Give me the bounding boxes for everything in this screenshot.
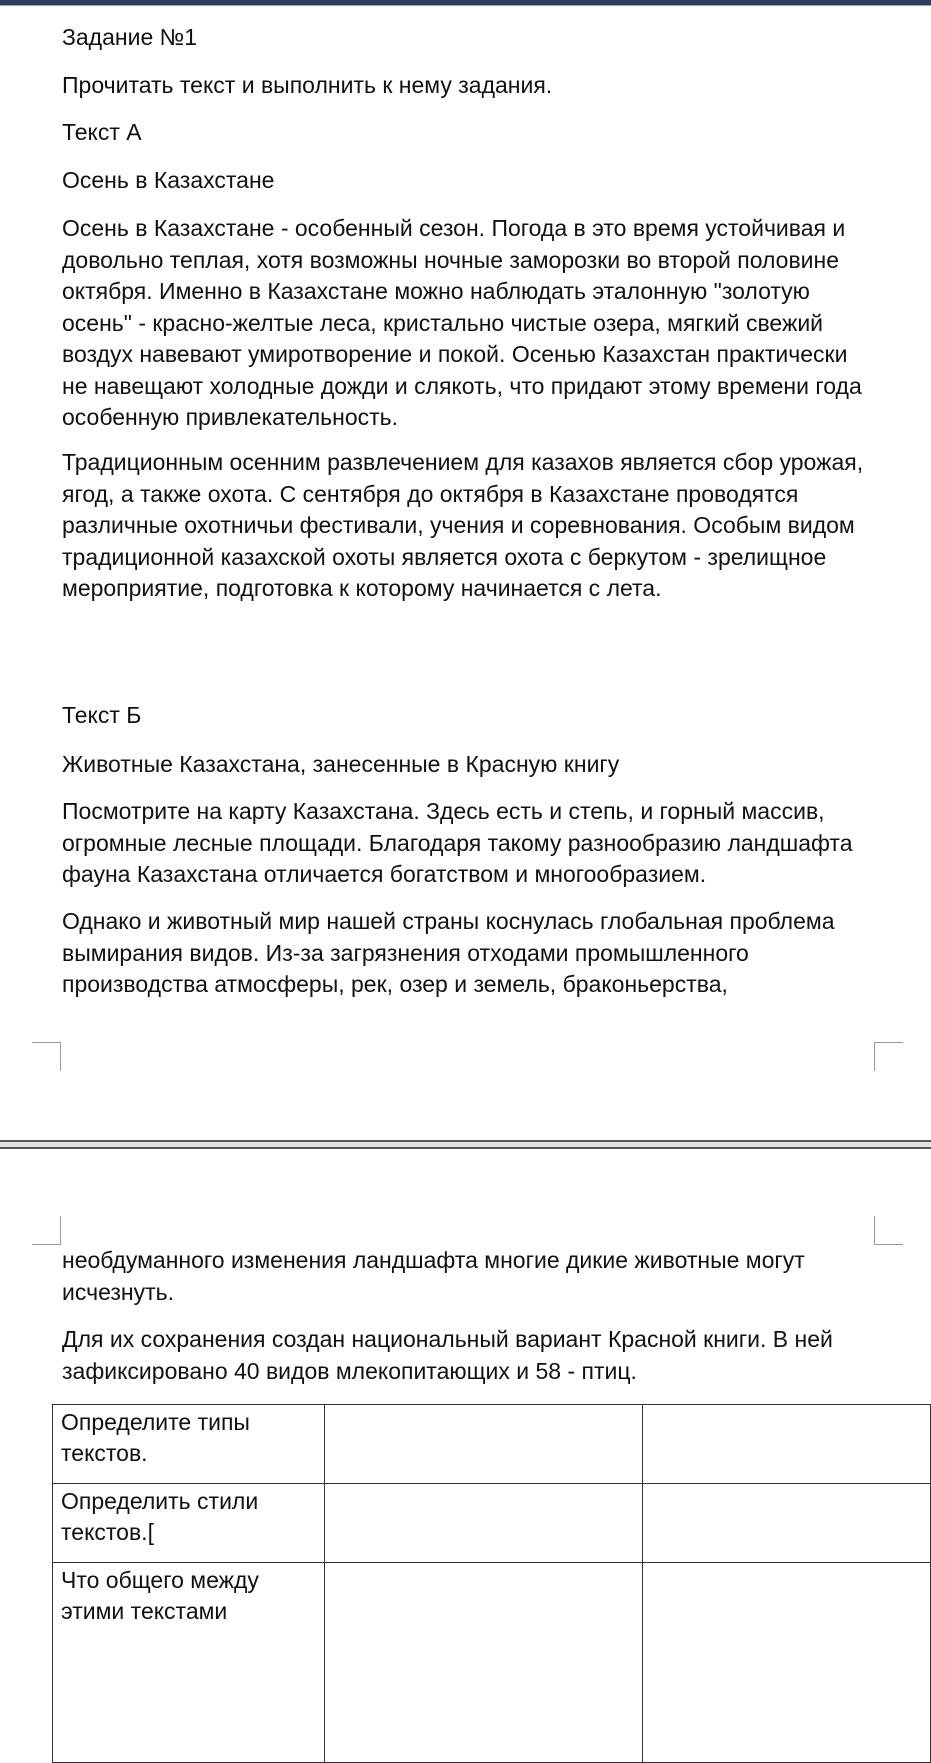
- text-a-label: Текст А: [62, 119, 142, 145]
- crop-mark-top-left: [32, 1216, 61, 1245]
- text-b-label: Текст Б: [62, 702, 142, 728]
- text-b-paragraph-2: Однако и животный мир нашей страны коснулась глобальная проблема вымирания видов. Из-за загрязнения отходами промышленного производства атмосферы, рек, озер и земель, браконьерства,: [62, 908, 835, 997]
- text-b-paragraph-2-continued: необдуманного изменения ландшафта многие дикие животные могут исчезнуть.: [62, 1247, 805, 1305]
- table-cell-text-a[interactable]: [325, 1484, 643, 1563]
- table-cell-question: Что общего между этими текстами: [53, 1563, 325, 1763]
- table-cell-text-a[interactable]: [325, 1563, 643, 1763]
- text-b-paragraph-1: Посмотрите на карту Казахстана. Здесь есть и степь, и горный массив, огромные лесные площади. Благодаря такому разнообразию ландшафта фауна Казахстана отличается богатством и многообразием.: [62, 798, 853, 887]
- table-cell-question: Определите типы текстов.: [53, 1405, 325, 1484]
- table-cell-question: Определить стили текстов.[: [53, 1484, 325, 1563]
- table-cell-text-b[interactable]: [643, 1405, 931, 1484]
- crop-mark-bottom-left: [32, 1042, 61, 1071]
- table-cell-text-b[interactable]: [643, 1484, 931, 1563]
- table-row: [53, 1405, 931, 1484]
- table-row: [53, 1563, 931, 1763]
- task-title: Задание №1: [62, 24, 198, 50]
- text-a-paragraph-1: Осень в Казахстане - особенный сезон. Погода в это время устойчивая и довольно теплая, хотя возможны ночные заморозки во второй половине октября. Именно в Казахстане можно наблюдать эталонную "золотую осень" - красно-желтые леса, кристально чистые озера, мягкий свежий воздух навевают умиротворение и покой. Осенью Казахстан практически не навещают холодные дожди и слякоть, что придают этому времени года особенную привлекательность.: [62, 215, 862, 430]
- crop-mark-bottom-right: [874, 1042, 903, 1071]
- text-a-heading: Осень в Казахстане: [62, 167, 275, 193]
- crop-mark-top-right: [874, 1216, 903, 1245]
- table-cell-text-b[interactable]: [643, 1563, 931, 1763]
- text-b-heading: Животные Казахстана, занесенные в Красную книгу: [62, 751, 620, 777]
- task-table: [52, 1404, 931, 1763]
- text-b-paragraph-3: Для их сохранения создан национальный вариант Красной книги. В ней зафиксировано 40 видов млекопитающих и 58 - птиц.: [62, 1326, 833, 1384]
- task-instruction: Прочитать текст и выполнить к нему задания.: [62, 72, 553, 98]
- table-cell-text-a[interactable]: [325, 1405, 643, 1484]
- table-row: [53, 1484, 931, 1563]
- text-a-paragraph-2: Традиционным осенним развлечением для казахов является сбор урожая, ягод, а также охота. С сентября до октября в Казахстане проводятся различные охотничьи фестивали, учения и соревнования. Особым видом традиционной казахской охоты является охота с беркутом - зрелищное мероприятие, подготовка к которому начинается с лета.: [62, 449, 864, 601]
- page-break-separator: [0, 1140, 931, 1149]
